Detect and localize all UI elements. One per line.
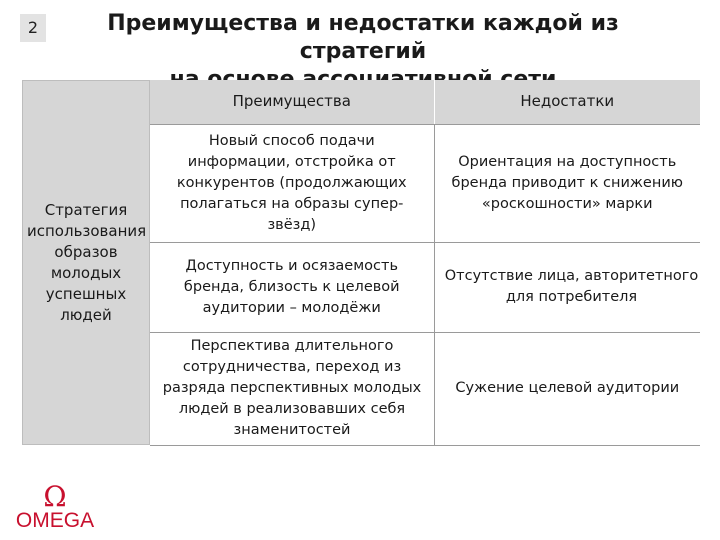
advantage-cell: [150, 332, 434, 445]
omega-wordmark: OMEGA: [15, 509, 95, 532]
advantage-text: Новый способ подачи информации, отстройка от конкурентов (продолжающих полагаться на образы супер-звёзд): [176, 132, 407, 233]
table-row: [150, 332, 700, 445]
header-disadvantages: Недостатки: [434, 80, 700, 124]
strategy-label: Стратегия использования образов молодых успешных людей: [27, 200, 147, 324]
table-row: [150, 124, 700, 242]
advantage-cell: [150, 124, 434, 242]
advantage-cell: [150, 242, 434, 332]
omega-symbol-icon: Ω: [43, 480, 67, 513]
slide-number: 2: [20, 14, 46, 42]
omega-logo: [14, 480, 96, 532]
header-advantages: Преимущества: [150, 80, 434, 124]
pros-cons-table: [150, 80, 700, 446]
disadvantage-text: Сужение целевой аудитории: [455, 380, 680, 396]
table-row: [150, 242, 700, 332]
disadvantage-cell: [434, 332, 700, 445]
table-header-row: [150, 80, 700, 124]
disadvantage-cell: [434, 242, 700, 332]
strategy-label-cell: [22, 80, 150, 445]
disadvantage-text: Ориентация на доступность бренда приводит к снижению «роскошности» марки: [451, 153, 683, 212]
advantage-text: Доступность и осязаемость бренда, близость к целевой аудитории – молодёжи: [183, 257, 400, 316]
disadvantage-cell: [434, 124, 700, 242]
slide-title-line-1: Преимущества и недостатки каждой из стратегий: [107, 11, 619, 64]
disadvantage-text: Отсутствие лица, авторитетного для потребителя: [444, 268, 699, 305]
advantage-text: Перспектива длительного сотрудничества, переход из разряда перспективных молодых людей в реализовавших себя знаменитостей: [162, 338, 422, 438]
